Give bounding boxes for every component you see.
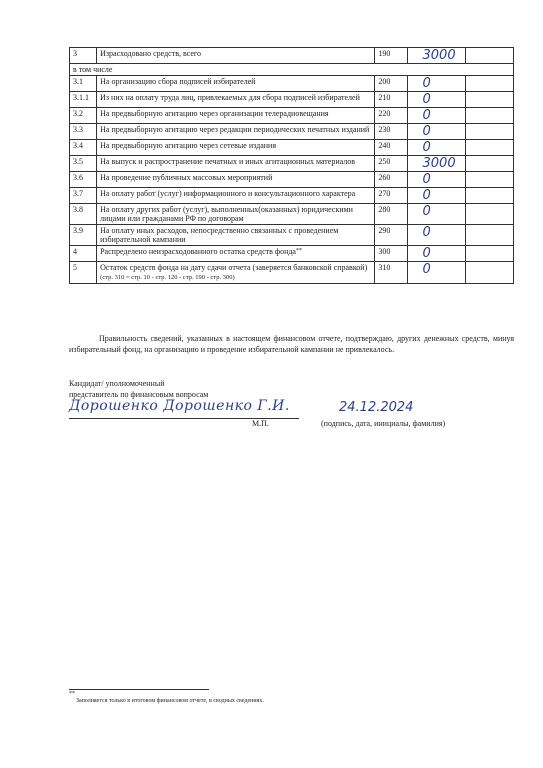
row-desc: Остаток средств фонда на дату сдачи отчета (заверяется банковской справкой) <box>100 263 368 272</box>
row-code: 210 <box>375 92 407 108</box>
row-value: 0 <box>422 225 431 240</box>
row-num: 3.9 <box>70 225 97 246</box>
row-code: 270 <box>375 188 407 204</box>
row-code: 250 <box>375 156 407 172</box>
table-row <box>70 76 514 92</box>
row-num: 3.8 <box>70 204 97 225</box>
row-value: 0 <box>422 108 431 123</box>
row-code: 310 <box>375 262 407 284</box>
row-value: 0 <box>422 124 431 139</box>
row-value: 0 <box>422 140 431 155</box>
table-row <box>70 188 514 204</box>
candidate-label <box>69 378 208 400</box>
row-num: 5 <box>70 262 97 284</box>
handwritten-signature: Дорошенко Дорошенко Г.И. <box>69 398 290 414</box>
row-value: 0 <box>422 188 431 203</box>
table-row <box>70 204 514 225</box>
row-code: 220 <box>375 108 407 124</box>
row-num: 3.2 <box>70 108 97 124</box>
row-code: 290 <box>375 225 407 246</box>
table-row <box>70 246 514 262</box>
row-code: 280 <box>375 204 407 225</box>
row-desc: На оплату иных расходов, непосредственно связанных с проведением избирательной кампании <box>97 225 375 246</box>
row-value: 0 <box>422 246 431 261</box>
row-value: 3000 <box>422 156 456 171</box>
row-code: 190 <box>375 48 407 64</box>
signature-block <box>69 398 514 428</box>
candidate-label-line1: Кандидат/ уполномоченный <box>69 379 165 388</box>
row-code: 240 <box>375 140 407 156</box>
row-desc: На предвыборную агитацию через редакции периодических печатных изданий <box>97 124 375 140</box>
row-desc: На предвыборную агитацию через организации телерадиовещания <box>97 108 375 124</box>
row-num: 4 <box>70 246 97 262</box>
row-value: 0 <box>422 204 431 219</box>
footnote-mark: ** <box>69 691 75 697</box>
row-desc: На предвыборную агитацию через сетевые издания <box>97 140 375 156</box>
confirmation-paragraph: Правильность сведений, указанных в настоящем финансовом отчете, подтверждаю, других денежных средств, минуя избирательный фонд, на организацию и проведение избирательной кампании не привлекалось. <box>69 334 514 354</box>
row-desc: На оплату работ (услуг) информационного и консультационного характера <box>97 188 375 204</box>
row-code: 230 <box>375 124 407 140</box>
row-num: 3.1 <box>70 76 97 92</box>
row-value: 0 <box>422 172 431 187</box>
row-formula: (стр. 310 = стр. 10 - стр. 120 - стр. 190 - стр. 300) <box>100 274 235 281</box>
row-desc: На выпуск и распространение печатных и иных агитационных материалов <box>97 156 375 172</box>
table-row <box>70 108 514 124</box>
row-value: 3000 <box>422 48 456 63</box>
row-code: 200 <box>375 76 407 92</box>
row-num: 3 <box>70 48 97 64</box>
table-row <box>70 172 514 188</box>
table-row <box>70 156 514 172</box>
row-desc: Распределено неизрасходованного остатка средств фонда <box>100 247 296 256</box>
footnote-divider <box>69 689 209 690</box>
table-row <box>70 262 514 284</box>
stamp-place-label: М.П. <box>252 419 269 428</box>
expense-table <box>69 47 514 284</box>
row-code: 300 <box>375 246 407 262</box>
row-num: 3.5 <box>70 156 97 172</box>
table-row <box>70 124 514 140</box>
row-code: 260 <box>375 172 407 188</box>
row-num: 3.1.1 <box>70 92 97 108</box>
signature-caption: (подпись, дата, инициалы, фамилия) <box>321 419 446 428</box>
subheader-cell: в том числе <box>70 64 514 76</box>
row-num: 3.7 <box>70 188 97 204</box>
footnote-text: Заполняется только в итоговом финансовом отчете, в сводных сведениях. <box>76 698 264 704</box>
table-row <box>70 92 514 108</box>
table-row <box>70 225 514 246</box>
row-num: 3.4 <box>70 140 97 156</box>
row-value: 0 <box>422 262 431 277</box>
row-desc: На организацию сбора подписей избирателей <box>97 76 375 92</box>
row-desc: Из них на оплату труда лиц, привлекаемых для сбора подписей избирателей <box>97 92 375 108</box>
row-desc: На проведение публичных массовых мероприятий <box>97 172 375 188</box>
row-num: 3.6 <box>70 172 97 188</box>
row-desc: На оплату других работ (услуг), выполненных(оказанных) юридическими лицами или гражданами РФ по договорам <box>97 204 375 225</box>
row-value: 0 <box>422 92 431 107</box>
row-desc: Израсходовано средств, всего <box>97 48 375 64</box>
table-subheader-row <box>70 64 514 76</box>
handwritten-date: 24.12.2024 <box>339 400 414 415</box>
table-row <box>70 140 514 156</box>
row-num: 3.3 <box>70 124 97 140</box>
row-value: 0 <box>422 76 431 91</box>
candidate-label-line2: представитель по финансовым вопросам <box>69 390 209 399</box>
table-row <box>70 48 514 64</box>
footnote-star: ** <box>295 248 302 254</box>
